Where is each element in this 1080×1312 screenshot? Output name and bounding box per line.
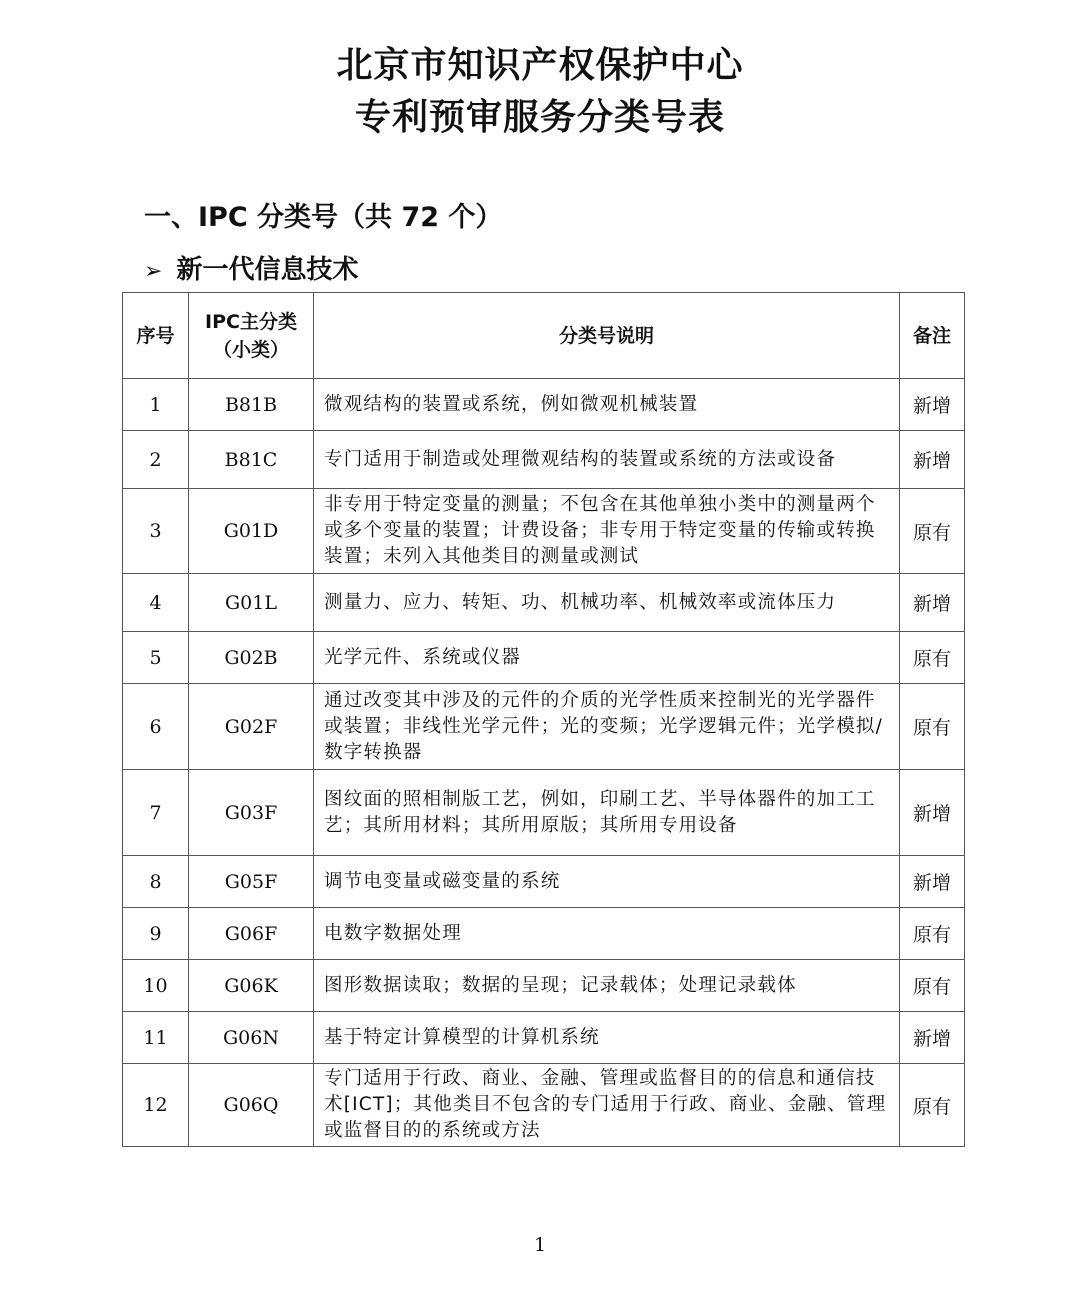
row-description: 电数字数据处理 [314,908,900,960]
row-description: 光学元件、系统或仪器 [314,632,900,684]
table-row [123,431,965,489]
row-index: 10 [123,960,189,1012]
row-code: G02B [189,632,314,684]
header-ipc-line2: （小类） [212,338,289,361]
row-code: G02F [189,684,314,770]
table-row [123,770,965,856]
row-index: 8 [123,856,189,908]
row-note: 原有 [900,489,965,574]
row-description: 专门适用于制造或处理微观结构的装置或系统的方法或设备 [314,431,900,489]
row-code: G01D [189,489,314,574]
table-row [123,632,965,684]
row-note: 新增 [900,431,965,489]
table-header-row [123,293,965,379]
row-note: 原有 [900,1064,965,1147]
row-index: 9 [123,908,189,960]
arrow-bullet-icon: ➢ [144,259,163,284]
header-note: 备注 [900,293,965,379]
row-index: 7 [123,770,189,856]
row-code: G05F [189,856,314,908]
row-note: 新增 [900,574,965,632]
row-description: 测量力、应力、转矩、功、机械功率、机械效率或流体压力 [314,574,900,632]
row-code: B81C [189,431,314,489]
row-description: 微观结构的装置或系统，例如微观机械装置 [314,379,900,431]
ipc-classification-table [122,292,965,1147]
row-index: 11 [123,1012,189,1064]
header-description: 分类号说明 [314,293,900,379]
row-description: 基于特定计算模型的计算机系统 [314,1012,900,1064]
row-note: 新增 [900,770,965,856]
row-description: 图形数据读取；数据的呈现；记录载体；处理记录载体 [314,960,900,1012]
table-row [123,379,965,431]
row-code: G03F [189,770,314,856]
row-code: G06N [189,1012,314,1064]
row-note: 原有 [900,960,965,1012]
table-row [123,856,965,908]
row-note: 新增 [900,856,965,908]
document-title-line2: 专利预审服务分类号表 [354,97,725,138]
row-description: 通过改变其中涉及的元件的介质的光学性质来控制光的光学器件或装置；非线性光学元件；光的变频；光学逻辑元件；光学模拟/数字转换器 [314,684,900,770]
row-description: 非专用于特定变量的测量；不包含在其他单独小类中的测量两个或多个变量的装置；计费设备；非专用于特定变量的传输或转换装置；未列入其他类目的测量或测试 [314,489,900,574]
table-row [123,960,965,1012]
row-note: 原有 [900,684,965,770]
row-index: 3 [123,489,189,574]
row-code: B81B [189,379,314,431]
row-note: 原有 [900,908,965,960]
row-description: 图纹面的照相制版工艺，例如，印刷工艺、半导体器件的加工工艺；其所用材料；其所用原版；其所用专用设备 [314,770,900,856]
header-index: 序号 [123,293,189,379]
table-row [123,1064,965,1147]
row-note: 新增 [900,379,965,431]
subsection-heading: 新一代信息技术 [176,255,359,285]
row-note: 新增 [900,1012,965,1064]
row-index: 1 [123,379,189,431]
row-index: 4 [123,574,189,632]
row-code: G01L [189,574,314,632]
row-code: G06K [189,960,314,1012]
table-row [123,908,965,960]
row-code: G06F [189,908,314,960]
row-description: 调节电变量或磁变量的系统 [314,856,900,908]
row-description: 专门适用于行政、商业、金融、管理或监督目的的信息和通信技术[ICT]；其他类目不包含的专门适用于行政、商业、金融、管理或监督目的的系统或方法 [314,1064,900,1147]
section-heading: 一、IPC 分类号（共 72 个） [144,202,503,233]
header-ipc [189,293,314,379]
table-row [123,574,965,632]
row-index: 12 [123,1064,189,1147]
row-note: 原有 [900,632,965,684]
header-ipc-line1: IPC主分类 [205,310,297,333]
page-number: 1 [533,1234,547,1256]
document-title-line1: 北京市知识产权保护中心 [336,45,744,86]
row-index: 6 [123,684,189,770]
row-index: 2 [123,431,189,489]
row-code: G06Q [189,1064,314,1147]
table-row [123,1012,965,1064]
table-row [123,684,965,770]
table-row [123,489,965,574]
subsection-heading-row [144,250,358,292]
row-index: 5 [123,632,189,684]
